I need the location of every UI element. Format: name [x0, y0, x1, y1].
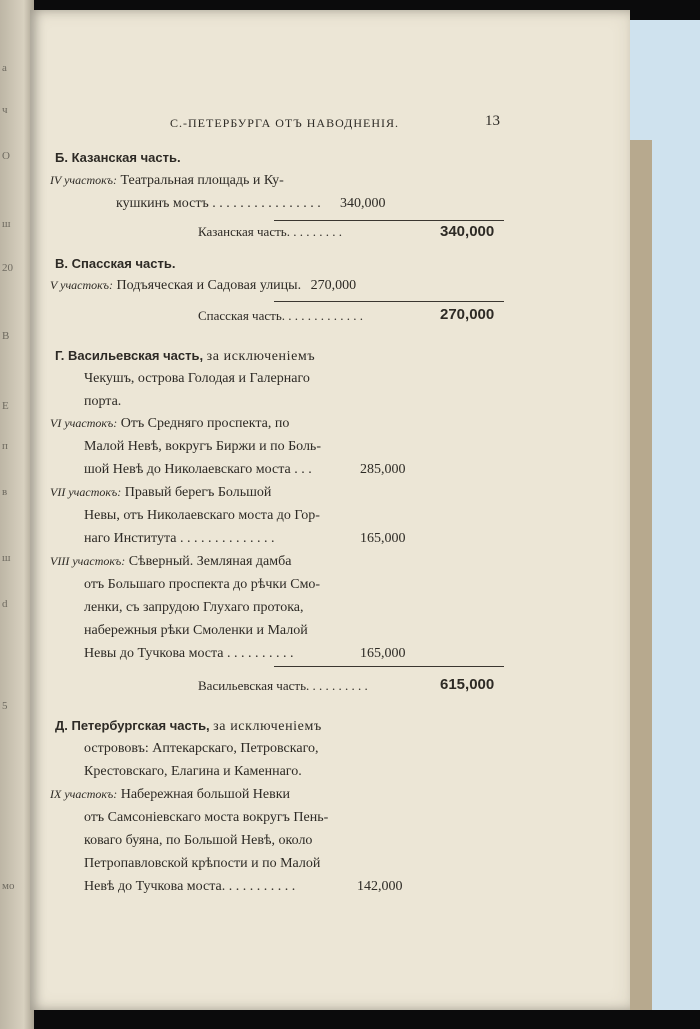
section-heading-vasilyevskaya	[55, 348, 315, 365]
entry-line: Невы до Тучкова моста . . . . . . . . . .	[84, 646, 294, 661]
facing-page-fragment: 5	[2, 700, 8, 712]
total-value: 270,000	[440, 306, 495, 323]
section-heading-peterburgskaya	[55, 718, 322, 735]
entry-text: Сѣверный. Земляная дамба	[128, 554, 292, 569]
section-continuation: Чекушъ, острова Голодая и Галернаго	[84, 371, 310, 386]
district-label: IX участокъ:	[50, 787, 118, 801]
district-label: V участокъ:	[50, 278, 113, 292]
entry-line	[50, 278, 356, 294]
facing-page-fragment: мо	[2, 880, 15, 892]
facing-page-fragment: O	[2, 150, 10, 162]
district-label: VII участокъ:	[50, 485, 122, 499]
section-label: Б. Казанская часть.	[55, 150, 181, 165]
entry-line: отъ Большаго проспекта до рѣчки Смо-	[84, 577, 321, 592]
entry-line: наго Института . . . . . . . . . . . . . .	[84, 531, 275, 546]
entry-line	[50, 554, 291, 570]
facing-page-fragment: п	[2, 440, 8, 452]
entry-line: отъ Самсоніевскаго моста вокругъ Пень-	[84, 810, 329, 825]
total-value: 615,000	[440, 676, 495, 693]
book-page	[30, 10, 630, 1010]
entry-line	[50, 173, 284, 189]
district-label: VI участокъ:	[50, 416, 118, 430]
total-label: Васильевская часть. . . . . . . . . .	[198, 678, 368, 693]
page-number: 13	[485, 113, 500, 129]
entry-text: Театральная площадь и Ку-	[120, 173, 284, 188]
facing-page-fragment: ш	[2, 552, 11, 564]
entry-line: Петропавловской крѣпости и по Малой	[84, 856, 321, 871]
entry-line: Невѣ до Тучкова моста. . . . . . . . . . .	[84, 879, 296, 894]
total-rule	[274, 666, 504, 667]
entry-line: шой Невѣ до Николаевскаго моста . . .	[84, 462, 312, 477]
entry-line: кушкинъ мостъ . . . . . . . . . . . . . . . .	[116, 196, 321, 211]
entry-line: набережныя рѣки Смоленки и Малой	[84, 623, 308, 638]
facing-page-fragment: В	[2, 330, 10, 342]
section-label: Д. Петербургская часть,	[55, 718, 210, 733]
section-heading-spasskaya	[55, 256, 175, 273]
section-heading-kazanskaya	[55, 150, 181, 167]
entry-line: Малой Невѣ, вокругъ Биржи и по Боль-	[84, 439, 321, 454]
facing-page-fragment: ш	[2, 218, 11, 230]
entry-text: Набережная большой Невки	[120, 787, 291, 802]
facing-page-fragment: d	[2, 598, 8, 610]
section-continuation: Крестовскаго, Елагина и Каменнаго.	[84, 764, 302, 779]
page-header	[30, 113, 630, 136]
district-label: IV участокъ:	[50, 173, 117, 187]
entry-line	[50, 485, 271, 501]
entry-line: Невы, отъ Николаевскаго моста до Гор-	[84, 508, 320, 523]
entry-line: ленки, съ запрудою Глухаго протока,	[84, 600, 304, 615]
entry-value: 165,000	[360, 646, 406, 661]
facing-page-fragment: 20	[2, 262, 13, 274]
facing-page-fragment: ч	[2, 104, 8, 116]
entry-text: Подъяческая и Садовая улицы.	[116, 278, 302, 293]
facing-page-fragment: Е	[2, 400, 9, 412]
facing-page-edge	[0, 0, 34, 1029]
section-continuation: порта.	[84, 394, 122, 409]
entry-value: 142,000	[357, 879, 403, 894]
total-label: Казанская часть. . . . . . . . .	[198, 224, 342, 239]
total-label: Спасская часть. . . . . . . . . . . . .	[198, 308, 363, 323]
district-label: VIII участокъ:	[50, 554, 126, 568]
total-rule	[274, 220, 504, 221]
entry-value: 285,000	[360, 462, 406, 477]
entry-value: 340,000	[340, 196, 386, 211]
entry-line	[50, 787, 290, 803]
entry-text: Отъ Средняго проспекта, по	[120, 416, 290, 431]
entry-value: 270,000	[310, 278, 357, 293]
entry-line: коваго буяна, по Большой Невѣ, около	[84, 833, 313, 848]
section-rest: за исключеніемъ	[213, 719, 322, 734]
section-rest: за исключеніемъ	[206, 349, 316, 364]
facing-page-fragment: в	[2, 486, 8, 498]
entry-value: 165,000	[360, 531, 406, 546]
facing-page-fragment: a	[2, 62, 7, 74]
running-title: С.-ПЕТЕРБУРГА ОТЪ НАВОДНЕНІЯ.	[170, 116, 399, 130]
total-value: 340,000	[440, 223, 495, 240]
total-rule	[274, 301, 504, 302]
entry-line	[50, 416, 289, 432]
section-label: Г. Васильевская часть,	[55, 348, 204, 363]
section-continuation: острововъ: Аптекарскаго, Петровскаго,	[84, 741, 319, 756]
entry-text: Правый берегъ Большой	[124, 485, 272, 500]
section-label: В. Спасская часть.	[55, 256, 176, 271]
